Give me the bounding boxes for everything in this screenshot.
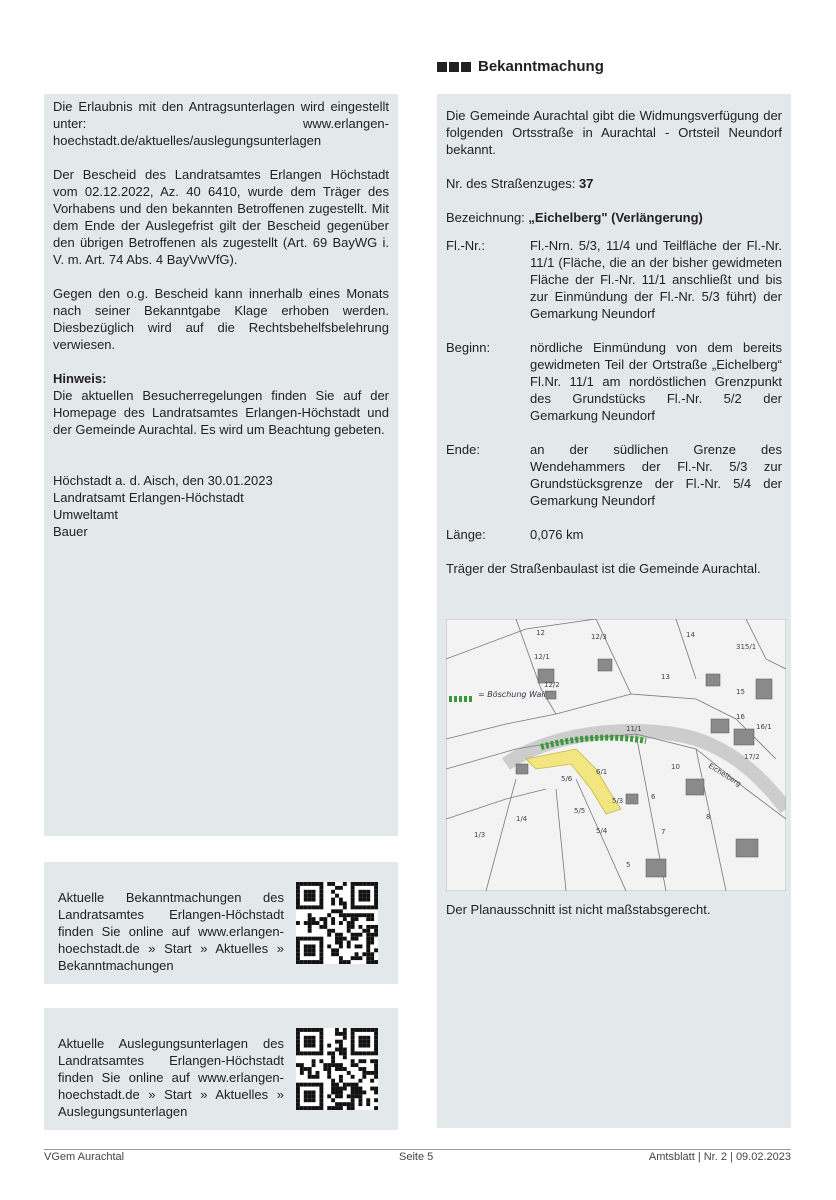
cadastral-map [446,619,786,891]
section-header [437,58,604,75]
map-legend-text: = Böschung Wall [478,690,546,699]
parcel-label: 5/5 [574,807,586,815]
left-info-box [44,94,398,836]
parcel-label: 12/3 [591,633,607,641]
parcel-label: 11/1 [626,725,642,733]
appeal-paragraph: Gegen den o.g. Bescheid kann innerhalb eines Monats nach seiner Bekanntgabe Klage erhoben werden. Diesbezüglich wird auf die Rechtsbehelfsbelehrung verwiesen. [53,286,389,352]
signature-name: Bauer [53,524,88,539]
parcel-label: 6 [651,793,656,801]
parcel-label: 5/6 [561,775,573,783]
parcel-label: 6/1 [596,768,608,776]
qr-box-announcements [44,862,398,984]
parcel-label: 16/1 [756,723,772,731]
row-parcel: Fl.-Nr.: Fl.-Nrn. 5/3, 11/4 und Teilfläche der Fl.-Nr. 11/1 (Fläche, die an der bisher gewidmeten Fläche der Fl.-Nr. 11/1 anschließt und bis zur Einmündung der Fl.-Nr. 5/3 führt) der Gemarkung Neundorf [446,238,782,321]
parcel-label: 17/2 [744,753,760,761]
street-designation: Bezeichnung: „Eichelberg" (Verlängerung) [446,210,703,225]
parcel-label: 12/1 [534,653,550,661]
footer-divider [44,1149,791,1150]
square-bullets-icon [437,62,471,72]
qr-box-announcements-text: Aktuelle Bekanntmachungen des Landratsamtes Erlangen-Höchstadt finden Sie online auf www.erlangen-hoechstadt.de » Start » Aktuelles » Bekanntmachungen [58,890,284,973]
qr-code-icon[interactable] [296,1028,378,1110]
hint-text: Die aktuellen Besucherregelungen finden Sie auf der Homepage des Landratsamtes Erlangen-Höchstadt und der Gemeinde Aurachtal. Es wird um Beachtung gebeten. [53,388,389,437]
row-length: Länge: 0,076 km [446,527,584,542]
announcement-intro: Die Gemeinde Aurachtal gibt die Widmungsverfügung der folgenden Ortsstraße in Aurachtal - Ortsteil Neundorf bekannt. [446,108,782,157]
map-caption: Der Planausschnitt ist nicht maßstabsgerecht. [446,902,711,917]
footer-page-number: Seite 5 [399,1151,434,1163]
parcel-label: 5/3 [612,797,624,805]
permit-paragraph: Die Erlaubnis mit den Antragsunterlagen wird eingestellt unter: www.erlangen-hoechstadt.de/aktuelles/auslegungsunterlagen [53,99,389,148]
street-number: Nr. des Straßenzuges: 37 [446,176,594,191]
parcel-label: 315/1 [736,643,757,651]
parcel-label: 5 [626,861,631,869]
section-title: Bekanntmachung [478,58,604,75]
signature-authority: Landratsamt Erlangen-Höchstadt [53,490,244,505]
street-name-label: Eichelberg [706,761,743,789]
row-start: Beginn: nördliche Einmündung von dem bereits gewidmeten Teil der Ortstraße „Eichelberg“ Fl.Nr. 11/1 am nordöstlichen Grenzpunkt des Grundstücks Fl.-Nr. 5/2 der Gemarkung Neundorf [446,340,782,423]
parcel-label: 14 [686,631,695,639]
parcel-label: 13 [661,673,670,681]
parcel-label: 16 [736,713,745,721]
parcel-label: 7 [661,828,666,836]
parcel-label: 1/4 [516,815,528,823]
footer-left: VGem Aurachtal [44,1151,125,1163]
decision-paragraph: Der Bescheid des Landratsamtes Erlangen Höchstadt vom 02.12.2022, Az. 40 6410, wurde dem Träger des Vorhabens und den bekannten Betroffenen zugestellt. Mit dem Ende der Auslegefrist gilt der Bescheid gegenüber den übrigen Betroffenen als zugestellt (Art. 69 BayWG i. V. m. Art. 74 Abs. 4 BayVwVfG). [53,167,389,267]
hint-title: Hinweis: [53,371,107,386]
parcel-label: 8 [706,813,711,821]
announcement-box [437,94,791,1128]
parcel-label: 15 [736,688,745,696]
parcel-label: 1/3 [474,831,486,839]
row-end: Ende: an der südlichen Grenze des Wendehammers der Fl.-Nr. 5/3 zur Grundstücksgrenze der Fl.-Nr. 5/4 der Gemarkung Neundorf [446,442,782,508]
signature-place-date: Höchstadt a. d. Aisch, den 30.01.2023 [53,473,273,488]
parcel-label: 10 [671,763,680,771]
qr-code-icon[interactable] [296,882,378,964]
qr-box-documents [44,1008,398,1130]
qr-box-documents-text: Aktuelle Auslegungsunterlagen des Landratsamtes Erlangen-Höchstadt finden Sie online auf www.erlangen-hoechstadt.de » Start » Aktuelles » Auslegungsunterlagen [58,1036,284,1119]
parcel-label: 12/2 [544,681,560,689]
signature-department: Umweltamt [53,507,119,522]
footer-right: Amtsblatt | Nr. 2 | 09.02.2023 [648,1151,791,1163]
parcel-label: 5/4 [596,827,608,835]
parcel-label: 12 [536,629,545,637]
road-authority: Träger der Straßenbaulast ist die Gemeinde Aurachtal. [446,561,761,576]
